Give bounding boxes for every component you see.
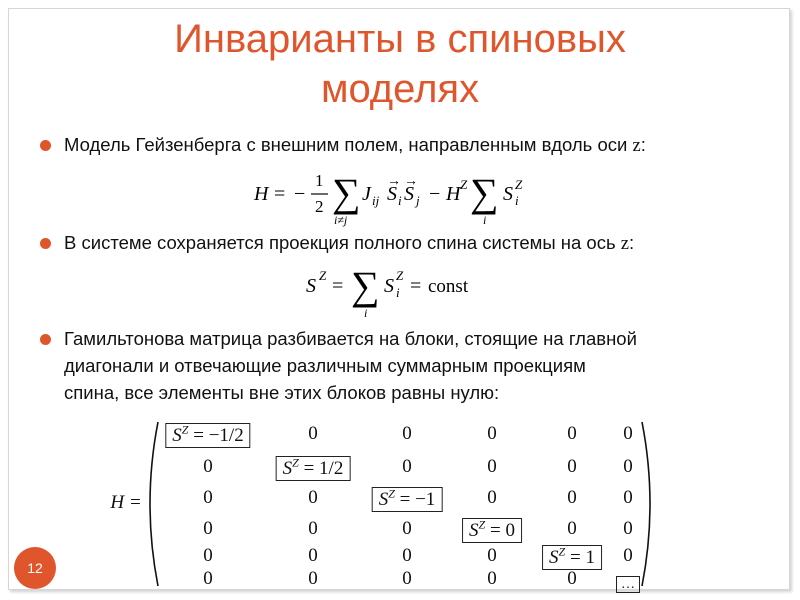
spin-block-value: = 0: [485, 520, 515, 542]
eq1-sum2-sign: ∑: [470, 170, 499, 215]
spin-block-label: [462, 518, 522, 543]
matrix-zero-cell: 0: [308, 518, 318, 539]
matrix-zero-cell: 0: [203, 487, 213, 508]
spin-block-label: [165, 423, 250, 448]
eq1-term2: S: [503, 183, 513, 205]
matrix-zero-cell: 0: [623, 456, 633, 477]
matrix-zero-cell: 0: [203, 518, 213, 539]
spin-block-sup: Z: [292, 456, 299, 470]
bullet-marker: [40, 238, 51, 249]
bullet-1-text-after: :: [640, 134, 646, 155]
matrix-block-cell: [276, 456, 351, 480]
bullet-3-text: [64, 325, 637, 406]
bullet-1-axis: z: [632, 136, 641, 156]
spin-block-var: S: [549, 547, 559, 569]
eq1-fraction-num: 1: [315, 171, 324, 190]
matrix-right-paren: [642, 422, 650, 586]
matrix-block-cell: [165, 423, 250, 447]
eq1-equals: =: [274, 183, 286, 205]
spin-block-value: = 1: [565, 547, 595, 569]
eq1-vec-arrow-i: →: [387, 174, 401, 189]
eq1-sum2-sub: i: [483, 213, 487, 227]
spin-block-label: [276, 456, 351, 481]
eq1-fraction-den: 2: [315, 197, 324, 216]
eq1-term2-sub: i: [515, 193, 519, 208]
eq2-equals: =: [332, 275, 344, 297]
eq1-spin-j: S: [404, 183, 414, 205]
matrix-zero-cell: 0: [402, 423, 412, 444]
bullet-marker: [40, 140, 51, 151]
matrix-block-cell: [462, 518, 522, 542]
spin-block-value: = −1/2: [188, 425, 244, 447]
spin-block-var: S: [378, 489, 389, 511]
matrix-zero-cell: 0: [402, 568, 412, 589]
matrix-zero-cell: 0: [623, 518, 633, 539]
bullet-3-line-2: диагонали и отвечающие различным суммарным проекциям: [64, 355, 586, 376]
spin-block-sup: Z: [388, 487, 395, 501]
matrix-zero-cell: 0: [487, 568, 497, 589]
matrix-zero-cell: 0: [567, 518, 577, 539]
matrix-zero-cell: 0: [402, 456, 412, 477]
bullet-2-text-after: :: [628, 232, 635, 253]
matrix-zero-cell: 0: [308, 545, 318, 566]
eq2-sum-sign: ∑: [351, 263, 380, 308]
spin-block-sup: Z: [558, 545, 566, 559]
spin-block-sup: Z: [478, 518, 486, 532]
matrix-zero-cell: 0: [487, 487, 497, 508]
eq1-minus2: −: [429, 183, 441, 205]
heisenberg-hamiltonian-equation: [240, 158, 540, 228]
eq1-spin-j-sub: j: [416, 193, 420, 208]
matrix-zero-cell: 0: [567, 568, 577, 589]
matrix-zero-cell: 0: [567, 456, 577, 477]
eq2-sum-sub: i: [364, 306, 368, 320]
spin-block-sup: Z: [181, 423, 189, 437]
eq1-lhs: H: [254, 183, 269, 205]
bullet-3-line-3: спина, все элементы вне этих блоков равны нулю:: [64, 382, 500, 403]
matrix-zero-cell: 0: [623, 487, 633, 508]
matrix-zero-cell: 0: [203, 456, 213, 477]
spin-block-var: S: [469, 520, 479, 542]
spin-block-value: = 1/2: [298, 458, 344, 480]
eq2-lhs: S: [306, 275, 316, 297]
bullet-1-text: [64, 131, 646, 160]
matrix-ellipsis-cell: [616, 572, 640, 594]
spin-block-label: [372, 487, 443, 512]
matrix-lhs: H =: [110, 492, 142, 513]
matrix-zero-cell: 0: [308, 568, 318, 589]
eq2-lhs-sup: Z: [319, 268, 327, 283]
eq1-spin-i: S: [387, 183, 397, 205]
matrix-left-paren: [150, 422, 158, 586]
eq1-term1: J: [362, 183, 371, 205]
spin-block-label: [542, 545, 602, 570]
matrix-zero-cell: 0: [308, 423, 318, 444]
page-number-badge: 12: [14, 547, 56, 589]
eq1-sum1-sub: i≠j: [334, 213, 348, 227]
eq1-vec-arrow-j: →: [404, 174, 418, 189]
matrix-zero-cell: 0: [487, 545, 497, 566]
eq2-term-sub: i: [396, 285, 400, 300]
matrix-zero-cell: 0: [623, 423, 633, 444]
bullet-2-text: [64, 229, 634, 258]
matrix-block-cell: [372, 487, 443, 511]
matrix-zero-cell: 0: [402, 518, 412, 539]
spin-block-var: S: [282, 458, 293, 480]
eq1-sum1-sign: ∑: [332, 170, 361, 215]
eq1-term2-sup: Z: [515, 177, 523, 192]
eq1-spin-i-sub: i: [398, 193, 402, 208]
matrix-zero-cell: 0: [567, 487, 577, 508]
bullet-3-line-1: Гамильтонова матрица разбивается на блоки, стоящие на главной: [64, 328, 637, 349]
matrix-zero-cell: 0: [203, 568, 213, 589]
bullet-1-text-before: Модель Гейзенберга с внешним полем, направленным вдоль оси: [64, 134, 633, 155]
eq2-term: S: [384, 275, 394, 297]
eq2-equals-2: =: [410, 275, 422, 297]
eq1-field: H: [446, 183, 461, 205]
matrix-ellipsis: …: [616, 576, 640, 593]
eq1-minus: −: [294, 183, 306, 205]
matrix-zero-cell: 0: [402, 545, 412, 566]
matrix-zero-cell: 0: [203, 545, 213, 566]
matrix-block-cell: [542, 545, 602, 569]
matrix-zero-cell: 0: [308, 487, 318, 508]
eq2-term-sup: Z: [396, 268, 404, 283]
matrix-zero-cell: 0: [487, 456, 497, 477]
matrix-zero-cell: 0: [487, 423, 497, 444]
bullet-2-text-before: В системе сохраняется проекция полного спина системы на ось: [64, 232, 621, 253]
bullet-2-axis: z: [620, 234, 629, 254]
spin-block-value: = −1: [394, 489, 436, 511]
matrix-zero-cell: 0: [623, 545, 633, 566]
eq1-field-sup: Z: [460, 177, 468, 192]
eq2-rhs: const: [428, 276, 469, 297]
matrix-zero-cell: 0: [567, 423, 577, 444]
spin-block-var: S: [172, 425, 182, 447]
eq1-term1-sub: ij: [372, 193, 380, 208]
total-spin-conservation-equation: [296, 256, 496, 320]
bullet-marker: [40, 334, 51, 345]
slide-title: Инварианты в спиновых моделях: [174, 17, 626, 111]
